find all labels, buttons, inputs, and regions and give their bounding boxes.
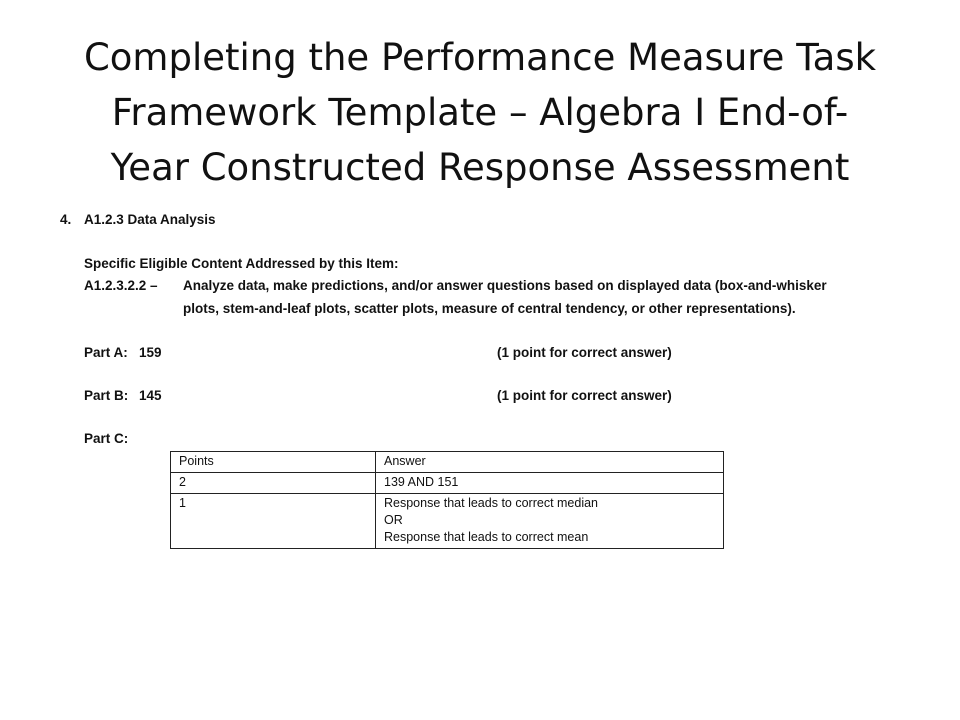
column-header-points: Points — [171, 452, 376, 473]
part-b-scoring-note: (1 point for correct answer) — [497, 388, 672, 403]
part-c-label: Part C: — [84, 431, 129, 446]
scoring-rubric-table — [170, 451, 724, 549]
points-cell: 1 — [171, 494, 376, 549]
answer-cell — [376, 473, 724, 494]
slide-title-line: Year Constructed Response Assessment — [110, 146, 850, 189]
answer-line: Response that leads to correct median — [384, 496, 599, 510]
part-a-scoring-note: (1 point for correct answer) — [497, 345, 672, 360]
column-header-answer: Answer — [376, 452, 724, 473]
part-a-answer: 159 — [139, 345, 162, 360]
part-a-label: Part A: — [84, 345, 128, 360]
table-row — [171, 494, 724, 549]
item-number: 4. — [60, 212, 72, 227]
part-b-label: Part B: — [84, 388, 129, 403]
answer-line: Response that leads to correct mean — [384, 530, 589, 544]
eligible-content-description: Analyze data, make predictions, and/or answer questions based on displayed data (box-and-whisker — [183, 278, 827, 293]
answer-line: OR — [384, 513, 403, 527]
points-cell: 2 — [171, 473, 376, 494]
slide-title-line: Completing the Performance Measure Task — [83, 36, 877, 79]
eligible-content-description: plots, stem-and-leaf plots, scatter plots, measure of central tendency, or other representations). — [183, 301, 796, 316]
part-b-answer: 145 — [139, 388, 162, 403]
slide-title-line: Framework Template – Algebra I End-of- — [111, 91, 849, 134]
answer-cell — [376, 494, 724, 549]
item-title: A1.2.3 Data Analysis — [84, 212, 216, 227]
table-row — [171, 473, 724, 494]
eligible-content-code: A1.2.3.2.2 – — [84, 278, 158, 293]
eligible-content-heading: Specific Eligible Content Addressed by this Item: — [84, 256, 399, 271]
answer-line: 139 AND 151 — [384, 475, 459, 489]
table-header-row — [171, 452, 724, 473]
